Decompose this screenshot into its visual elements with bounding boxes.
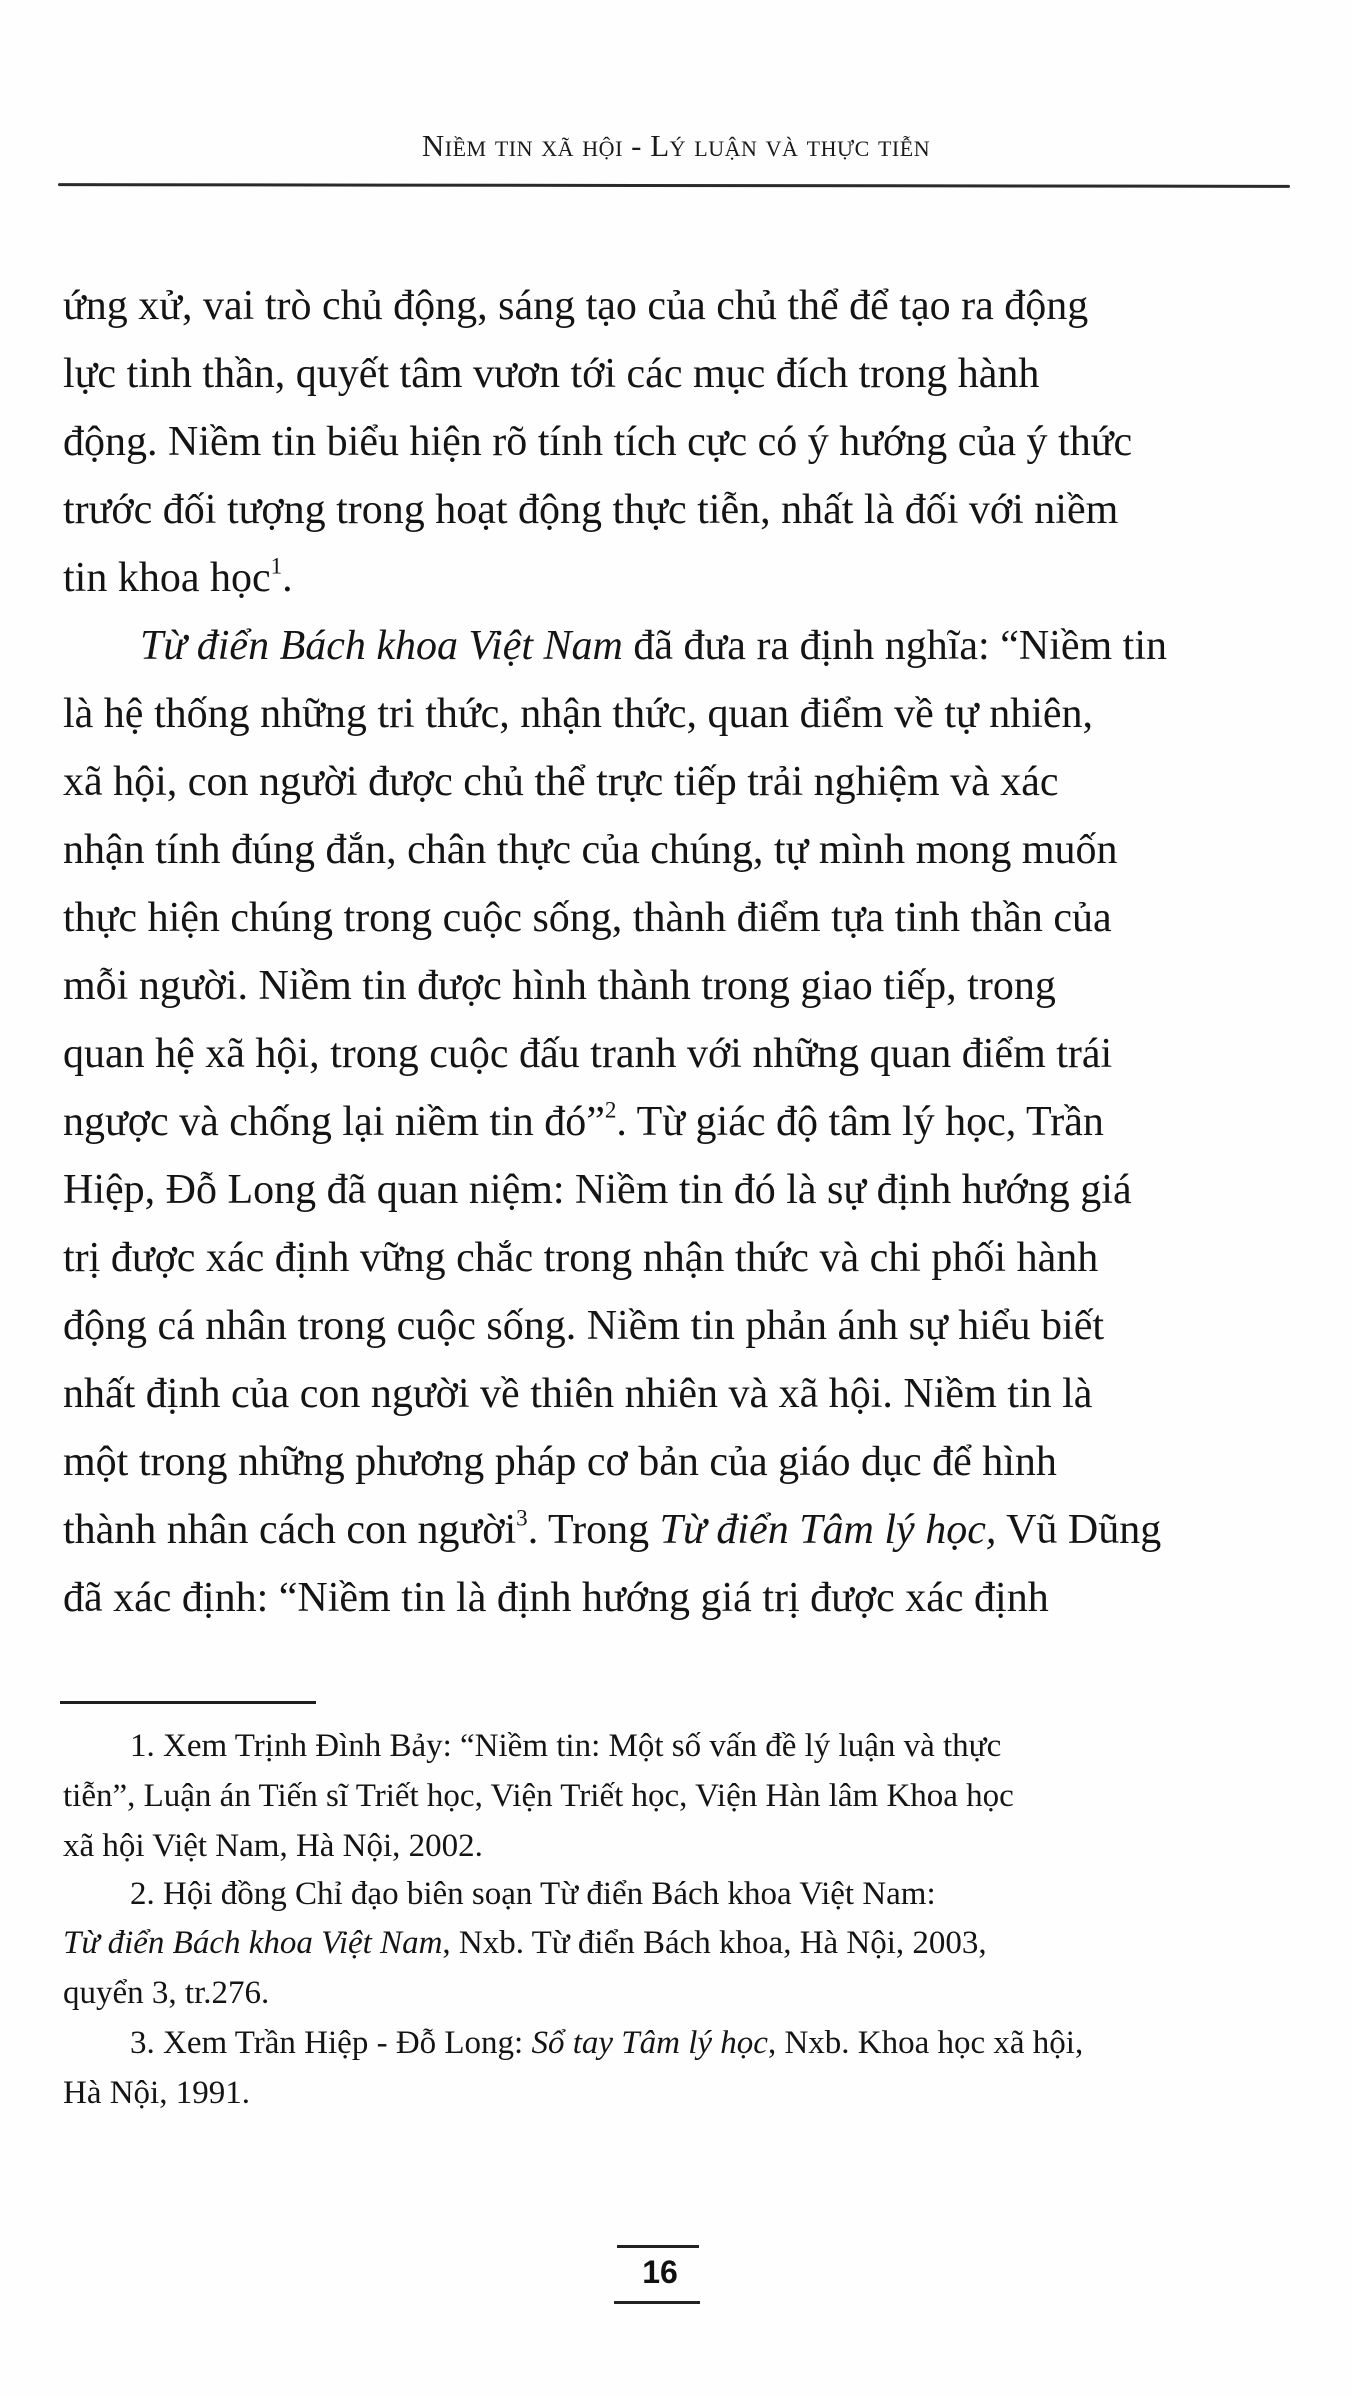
footnote-ref-2[interactable]: 2 <box>604 1096 617 1123</box>
body-line: Hiệp, Đỗ Long đã quan niệm: Niềm tin đó là sự định hướng giá <box>63 1167 1132 1213</box>
body-line: xã hội, con người được chủ thể trực tiếp trải nghiệm và xác <box>63 759 1059 805</box>
footnote-line: xã hội Việt Nam, Hà Nội, 2002. <box>63 1828 483 1864</box>
body-line: một trong những phương pháp cơ bản của giáo dục để hình <box>63 1439 1057 1485</box>
footnote-ref-3[interactable]: 3 <box>516 1504 528 1531</box>
footnote-number: 2. <box>130 1876 155 1912</box>
footnote-2: 2. Hội đồng Chỉ đạo biên soạn Từ điển Bách khoa Việt Nam: <box>130 1876 936 1912</box>
footnote-line: tiễn”, Luận án Tiến sĩ Triết học, Viện Triết học, Viện Hàn lâm Khoa học <box>63 1778 1014 1814</box>
footnote-number: 1. <box>130 1728 155 1764</box>
body-line: là hệ thống những tri thức, nhận thức, quan điểm về tự nhiên, <box>63 691 1094 737</box>
body-line: Từ điển Bách khoa Việt Nam đã đưa ra định nghĩa: “Niềm tin <box>140 623 1168 669</box>
footnote-ref-1[interactable]: 1 <box>270 552 283 579</box>
body-line: đã xác định: “Niềm tin là định hướng giá trị được xác định <box>63 1575 1049 1621</box>
body-line: trị được xác định vững chắc trong nhận thức và chi phối hành <box>63 1235 1099 1281</box>
body-line: trước đối tượng trong hoạt động thực tiễn, nhất là đối với niềm <box>63 487 1119 533</box>
page-number: 16 <box>642 2254 678 2290</box>
body-line: mỗi người. Niềm tin được hình thành trong giao tiếp, trong <box>63 963 1056 1009</box>
running-head: Niềm tin xã hội - Lý luận và thực tiễn <box>421 128 931 163</box>
footnote-number: 3. <box>130 2025 155 2061</box>
body-line: ứng xử, vai trò chủ động, sáng tạo của chủ thể để tạo ra động <box>63 283 1089 329</box>
body-line: quan hệ xã hội, trong cuộc đấu tranh với những quan điểm trái <box>63 1031 1113 1077</box>
body-line: ngược và chống lại niềm tin đó”$^2$. Từ giác độ tâm lý học, Trần <box>63 1096 1104 1145</box>
footnote-line: Hà Nội, 1991. <box>63 2075 250 2111</box>
body-line: nhất định của con người về thiên nhiên và xã hội. Niềm tin là <box>63 1371 1093 1417</box>
page-number-rule-bottom <box>614 2301 700 2304</box>
body-line: nhận tính đúng đắn, chân thực của chúng, tự mình mong muốn <box>63 827 1118 873</box>
header-rule <box>58 183 1290 188</box>
body-line: lực tinh thần, quyết tâm vươn tới các mục đích trong hành <box>63 351 1040 397</box>
book-title-italic: Từ điển Bách khoa Việt Nam <box>140 623 623 669</box>
footnote-line: quyển 3, tr.276. <box>63 1975 270 2011</box>
footnote-3: 3. Xem Trần Hiệp - Đỗ Long: Sổ tay Tâm lý học, Nxb. Khoa học xã hội, <box>130 2025 1084 2061</box>
book-title-italic: Từ điển Tâm lý học, <box>659 1507 997 1553</box>
body-line: tin khoa học$^1$. <box>63 552 293 601</box>
footnote-line: Từ điển Bách khoa Việt Nam, Nxb. Từ điển Bách khoa, Hà Nội, 2003, <box>63 1925 987 1961</box>
body-line: thành nhân cách con người$^3$. Trong Từ điển Tâm lý học, Vũ Dũng <box>63 1504 1162 1553</box>
footnote-separator <box>60 1701 316 1704</box>
page-number-rule-top <box>617 2245 699 2248</box>
body-line: động cá nhân trong cuộc sống. Niềm tin phản ánh sự hiểu biết <box>63 1303 1105 1349</box>
body-line: động. Niềm tin biểu hiện rõ tính tích cực có ý hướng của ý thức <box>63 419 1133 465</box>
body-line: thực hiện chúng trong cuộc sống, thành điểm tựa tinh thần của <box>63 895 1112 941</box>
footnote-1: 1. Xem Trịnh Đình Bảy: “Niềm tin: Một số vấn đề lý luận và thực <box>130 1728 1002 1764</box>
